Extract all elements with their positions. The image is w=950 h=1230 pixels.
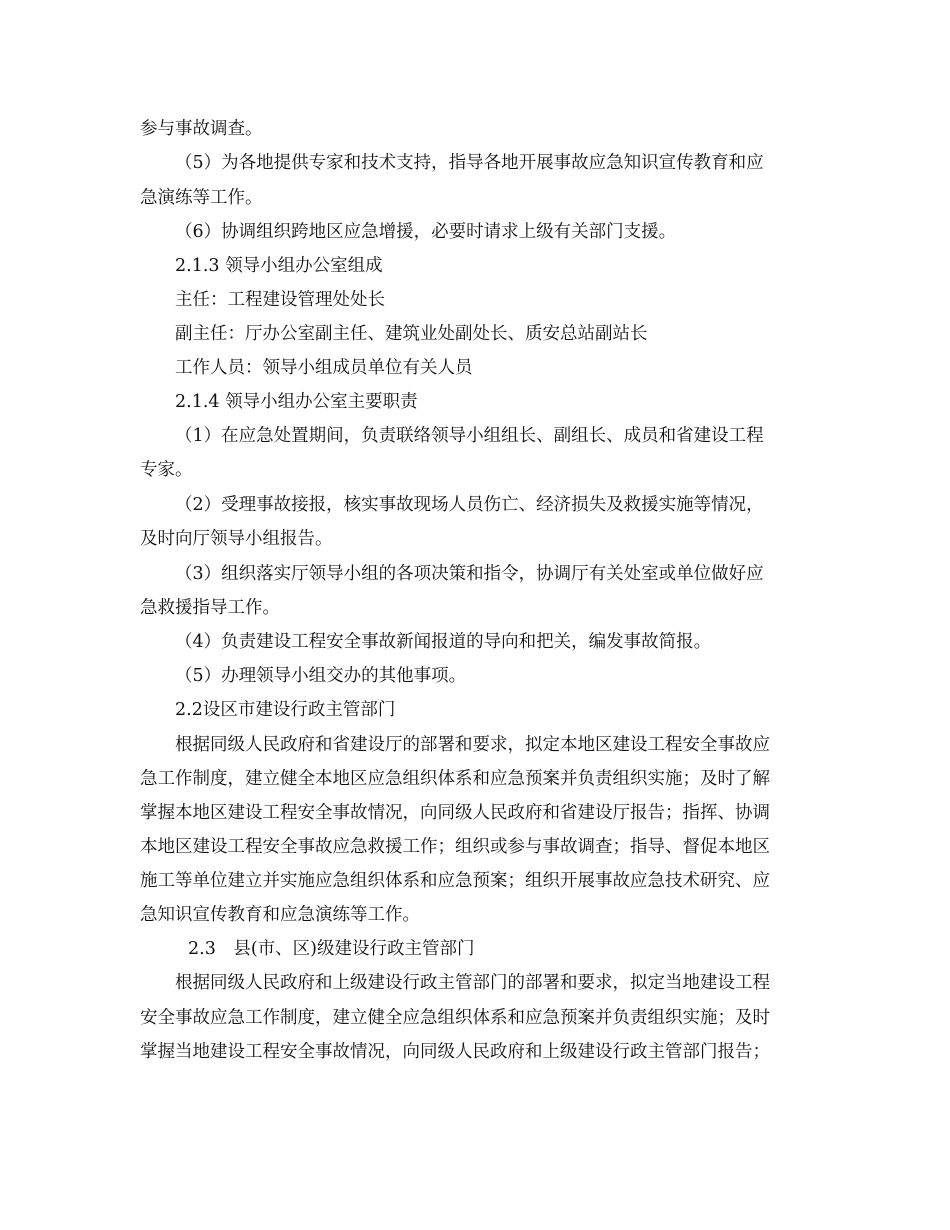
text-line: 安全事故应急工作制度，建立健全应急组织体系和应急预案并负责组织实施；及时 bbox=[140, 1008, 770, 1028]
text-line: （2）受理事故接报，核实事故现场人员伤亡、经济损失及救援实施等情况， bbox=[175, 495, 764, 515]
text-line: 根据同级人民政府和省建设厅的部署和要求，拟定本地区建设工程安全事故应 bbox=[175, 735, 770, 755]
text-line: （6）协调组织跨地区应急增援，必要时请求上级有关部门支援。 bbox=[175, 222, 677, 242]
text-line: 急演练等工作。 bbox=[140, 188, 263, 208]
text-line: 掌握本地区建设工程安全事故情况，向同级人民政府和省建设厅报告；指挥、协调 bbox=[140, 803, 770, 823]
text-line: （4）负责建设工程安全事故新闻报道的导向和把关，编发事故简报。 bbox=[175, 632, 712, 652]
text-line: 专家。 bbox=[140, 460, 193, 480]
section-heading: 2.2设区市建设行政主管部门 bbox=[175, 700, 396, 720]
text-line: 施工等单位建立并实施应急组织体系和应急预案；组织开展事故应急技术研究、应 bbox=[140, 871, 770, 891]
text-line: （3）组织落实厅领导小组的各项决策和指令，协调厅有关处室或单位做好应 bbox=[175, 564, 764, 584]
section-heading: 2.1.3 领导小组办公室组成 bbox=[175, 256, 383, 276]
text-line: 掌握当地建设工程安全事故情况，向同级人民政府和上级建设行政主管部门报告； bbox=[140, 1042, 770, 1062]
text-line: （1）在应急处置期间，负责联络领导小组组长、副组长、成员和省建设工程 bbox=[175, 426, 764, 446]
text-line: 副主任：厅办公室副主任、建筑业处副处长、质安总站副站长 bbox=[175, 324, 648, 344]
section-heading: 2.3 县(市、区)级建设行政主管部门 bbox=[188, 939, 475, 959]
text-line: 急知识宣传教育和应急演练等工作。 bbox=[140, 905, 420, 925]
text-line: （5）为各地提供专家和技术支持，指导各地开展事故应急知识宣传教育和应 bbox=[175, 153, 764, 173]
section-heading: 2.1.4 领导小组办公室主要职责 bbox=[175, 392, 418, 412]
text-line: 本地区建设工程安全事故应急救援工作；组织或参与事故调查；指导、督促本地区 bbox=[140, 837, 770, 857]
text-line: 根据同级人民政府和上级建设行政主管部门的部署和要求，拟定当地建设工程 bbox=[175, 973, 770, 993]
text-line: 参与事故调查。 bbox=[140, 119, 263, 139]
text-line: 急工作制度，建立健全本地区应急组织体系和应急预案并负责组织实施；及时了解 bbox=[140, 769, 770, 789]
text-line: （5）办理领导小组交办的其他事项。 bbox=[175, 666, 467, 686]
text-line: 工作人员：领导小组成员单位有关人员 bbox=[175, 358, 473, 378]
text-line: 急救援指导工作。 bbox=[140, 598, 280, 618]
text-line: 及时向厅领导小组报告。 bbox=[140, 529, 333, 549]
text-line: 主任：工程建设管理处处长 bbox=[175, 290, 385, 310]
